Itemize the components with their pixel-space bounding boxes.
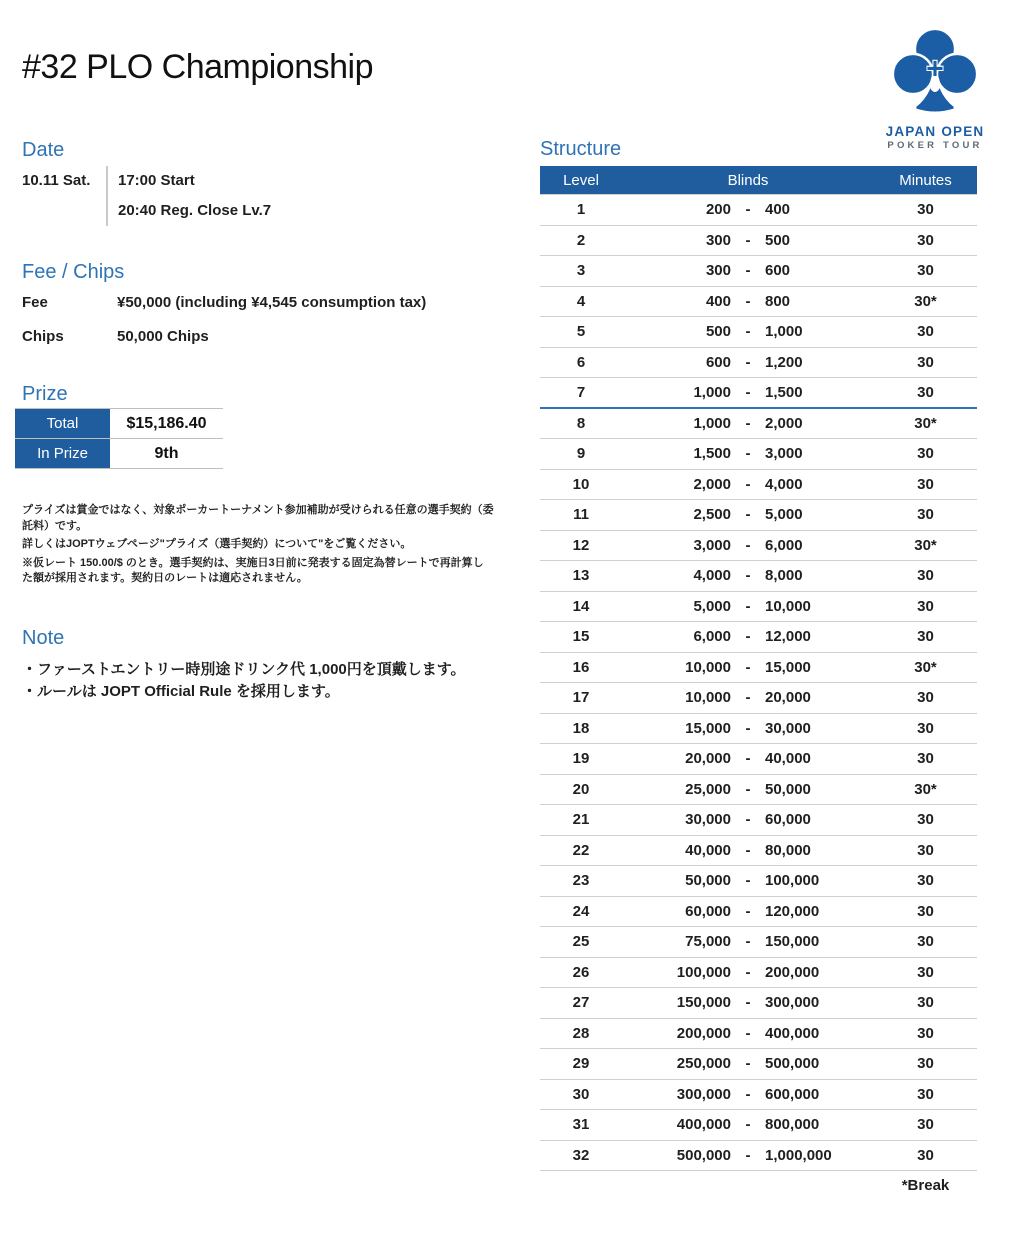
fee-row	[22, 328, 492, 345]
small-blind: 500	[705, 323, 731, 341]
level-cell: 4	[576, 292, 586, 310]
blinds-cell	[622, 1025, 874, 1042]
column-header-level: Level	[563, 171, 599, 189]
level-cell: 2	[576, 231, 586, 249]
fee-chips-rows	[22, 294, 492, 362]
minutes-cell: 30	[917, 567, 934, 585]
structure-row-14	[540, 592, 977, 623]
logo-subname: POKER TOUR	[887, 140, 983, 151]
structure-table	[540, 166, 977, 1171]
big-blind: 1,000,000	[765, 1146, 832, 1164]
blinds-dash: -	[745, 902, 751, 920]
level-cell: 32	[572, 1146, 590, 1164]
structure-row-1	[540, 195, 977, 226]
blinds-dash: -	[745, 353, 751, 371]
small-blind: 1,000	[693, 383, 731, 401]
blinds-dash: -	[745, 475, 751, 493]
small-blind: 75,000	[685, 933, 731, 951]
minutes-cell: 30	[917, 811, 934, 829]
level-cell: 22	[572, 841, 590, 859]
level-cell: 23	[572, 872, 590, 890]
logo-name: JAPAN OPEN	[885, 124, 985, 139]
blinds-cell	[622, 232, 874, 249]
level-cell: 11	[573, 506, 589, 524]
blinds-dash: -	[745, 414, 751, 432]
level-cell: 13	[572, 567, 590, 585]
blinds-dash: -	[745, 1116, 751, 1134]
blinds-cell	[622, 933, 874, 950]
structure-row-2	[540, 226, 977, 257]
blinds-cell	[622, 445, 874, 462]
small-blind: 200	[705, 201, 731, 219]
structure-row-9	[540, 439, 977, 470]
club-icon	[885, 24, 985, 122]
structure-row-27	[540, 988, 977, 1019]
blinds-cell	[622, 323, 874, 340]
small-blind: 100,000	[676, 963, 731, 981]
fee-row-value: 50,000 Chips	[117, 328, 209, 345]
small-blind: 500,000	[676, 1146, 731, 1164]
note-item: ・ファーストエントリー時別途ドリンク代 1,000円を頂戴します。	[22, 661, 466, 678]
blinds-cell	[622, 598, 874, 615]
small-blind: 4,000	[693, 567, 731, 585]
level-cell: 17	[572, 689, 590, 707]
big-blind: 6,000	[765, 536, 803, 554]
blinds-dash: -	[745, 841, 751, 859]
blinds-cell	[622, 964, 874, 981]
structure-row-6	[540, 348, 977, 379]
structure-row-16	[540, 653, 977, 684]
prize-heading: Prize	[22, 383, 68, 405]
structure-table-body	[540, 195, 977, 1171]
level-cell: 9	[576, 445, 586, 463]
big-blind: 50,000	[765, 780, 811, 798]
structure-row-12	[540, 531, 977, 562]
blinds-cell	[622, 842, 874, 859]
big-blind: 200,000	[765, 963, 820, 981]
structure-row-7	[540, 378, 977, 409]
note-item: ・ルールは JOPT Official Rule を採用します。	[22, 683, 340, 700]
structure-row-11	[540, 500, 977, 531]
level-cell: 28	[572, 1024, 590, 1042]
jopt-logo	[868, 24, 1002, 151]
blinds-dash: -	[745, 231, 751, 249]
blinds-dash: -	[745, 750, 751, 768]
blinds-cell	[622, 476, 874, 493]
big-blind: 1,000	[765, 323, 803, 341]
blinds-dash: -	[745, 628, 751, 646]
level-cell: 6	[576, 353, 586, 371]
big-blind: 400	[765, 201, 791, 219]
big-blind: 120,000	[765, 902, 820, 920]
minutes-cell: 30	[917, 1024, 934, 1042]
structure-row-26	[540, 958, 977, 989]
structure-row-32	[540, 1141, 977, 1172]
structure-row-24	[540, 897, 977, 928]
big-blind: 5,000	[765, 506, 803, 524]
fee-row-label: Fee	[22, 294, 48, 311]
small-blind: 30,000	[685, 811, 731, 829]
minutes-cell: 30	[917, 719, 934, 737]
note-heading: Note	[22, 627, 65, 649]
structure-row-4	[540, 287, 977, 318]
small-blind: 15,000	[685, 719, 731, 737]
blinds-dash: -	[745, 658, 751, 676]
minutes-cell: 30*	[914, 658, 937, 676]
big-blind: 800	[765, 292, 791, 310]
big-blind: 150,000	[765, 933, 820, 951]
structure-row-25	[540, 927, 977, 958]
column-header-blinds: Blinds	[727, 171, 769, 189]
blinds-dash: -	[745, 994, 751, 1012]
big-blind: 800,000	[765, 1116, 820, 1134]
small-blind: 2,500	[693, 506, 731, 524]
blinds-dash: -	[745, 506, 751, 524]
blinds-dash: -	[745, 933, 751, 951]
minutes-cell: 30	[917, 902, 934, 920]
structure-row-13	[540, 561, 977, 592]
level-cell: 7	[576, 383, 586, 401]
level-cell: 14	[572, 597, 590, 615]
structure-row-8	[540, 409, 977, 440]
start-time: 17:00 Start	[118, 172, 195, 189]
structure-row-29	[540, 1049, 977, 1080]
small-blind: 5,000	[693, 597, 731, 615]
structure-row-10	[540, 470, 977, 501]
big-blind: 12,000	[765, 628, 811, 646]
big-blind: 1,200	[765, 353, 803, 371]
blinds-cell	[622, 354, 874, 371]
small-blind: 10,000	[685, 689, 731, 707]
fee-row-label: Chips	[22, 328, 64, 345]
minutes-cell: 30	[917, 445, 934, 463]
small-blind: 300	[705, 262, 731, 280]
date-value: 10.11 Sat.	[22, 172, 91, 189]
structure-table-header	[540, 166, 977, 195]
minutes-cell: 30	[917, 963, 934, 981]
level-cell: 10	[572, 475, 590, 493]
blinds-dash: -	[745, 323, 751, 341]
small-blind: 40,000	[685, 841, 731, 859]
blinds-dash: -	[745, 567, 751, 585]
blinds-cell	[622, 262, 874, 279]
blinds-cell	[622, 659, 874, 676]
minutes-cell: 30	[917, 1085, 934, 1103]
big-blind: 40,000	[765, 750, 811, 768]
small-blind: 400	[705, 292, 731, 310]
prize-row	[15, 409, 223, 439]
fee-row	[22, 294, 492, 311]
prize-disclaimer	[22, 503, 494, 590]
level-cell: 16	[572, 658, 590, 676]
prize-row-value: 9th	[154, 444, 179, 462]
minutes-cell: 30	[917, 750, 934, 768]
blinds-dash: -	[745, 201, 751, 219]
small-blind: 25,000	[685, 780, 731, 798]
prize-row-label: In Prize	[15, 439, 110, 468]
blinds-dash: -	[745, 1085, 751, 1103]
small-blind: 250,000	[676, 1055, 731, 1073]
minutes-cell: 30	[917, 262, 934, 280]
blinds-cell	[622, 781, 874, 798]
small-blind: 200,000	[676, 1024, 731, 1042]
minutes-cell: 30	[917, 475, 934, 493]
blinds-dash: -	[745, 811, 751, 829]
column-header-minutes: Minutes	[899, 171, 952, 189]
minutes-cell: 30	[917, 628, 934, 646]
big-blind: 80,000	[765, 841, 811, 859]
blinds-cell	[622, 201, 874, 218]
level-cell: 24	[572, 902, 590, 920]
small-blind: 600	[705, 353, 731, 371]
minutes-cell: 30*	[914, 780, 937, 798]
blinds-dash: -	[745, 1055, 751, 1073]
blinds-cell	[622, 384, 874, 401]
structure-row-3	[540, 256, 977, 287]
structure-row-17	[540, 683, 977, 714]
blinds-cell	[622, 567, 874, 584]
small-blind: 50,000	[685, 872, 731, 890]
blinds-cell	[622, 750, 874, 767]
big-blind: 500,000	[765, 1055, 820, 1073]
minutes-cell: 30*	[914, 292, 937, 310]
small-blind: 60,000	[685, 902, 731, 920]
blinds-cell	[622, 628, 874, 645]
minutes-cell: 30	[917, 597, 934, 615]
reg-close-time: 20:40 Reg. Close Lv.7	[118, 202, 272, 219]
blinds-cell	[622, 872, 874, 889]
level-cell: 20	[572, 780, 590, 798]
disclaimer-line: プライズは賞金ではなく、対象ポーカートーナメント参加補助が受けられる任意の選手契約（委託料）です。	[22, 504, 494, 532]
level-cell: 30	[572, 1085, 590, 1103]
big-blind: 10,000	[765, 597, 811, 615]
minutes-cell: 30	[917, 841, 934, 859]
level-cell: 19	[572, 750, 590, 768]
big-blind: 20,000	[765, 689, 811, 707]
level-cell: 3	[576, 262, 586, 280]
small-blind: 10,000	[685, 658, 731, 676]
big-blind: 3,000	[765, 445, 803, 463]
blinds-cell	[622, 689, 874, 706]
small-blind: 2,000	[693, 475, 731, 493]
blinds-dash: -	[745, 1024, 751, 1042]
blinds-cell	[622, 903, 874, 920]
level-cell: 29	[572, 1055, 590, 1073]
fee-chips-heading: Fee / Chips	[22, 261, 125, 283]
blinds-cell	[622, 994, 874, 1011]
big-blind: 100,000	[765, 872, 820, 890]
structure-heading: Structure	[540, 138, 622, 160]
big-blind: 600	[765, 262, 791, 280]
minutes-cell: 30	[917, 1146, 934, 1164]
structure-row-15	[540, 622, 977, 653]
minutes-cell: 30	[917, 933, 934, 951]
date-heading: Date	[22, 139, 65, 161]
blinds-dash: -	[745, 536, 751, 554]
blinds-dash: -	[745, 963, 751, 981]
big-blind: 600,000	[765, 1085, 820, 1103]
minutes-cell: 30	[917, 201, 934, 219]
structure-row-23	[540, 866, 977, 897]
blinds-dash: -	[745, 872, 751, 890]
big-blind: 8,000	[765, 567, 803, 585]
prize-row-label: Total	[15, 409, 110, 438]
big-blind: 400,000	[765, 1024, 820, 1042]
minutes-cell: 30	[917, 506, 934, 524]
blinds-cell	[622, 506, 874, 523]
minutes-cell: 30	[917, 353, 934, 371]
disclaimer-line: ※仮レート 150.00/$ のとき。選手契約は、実施日3日前に発表する固定為替レートで再計算した額が採用されます。契約日のレートは適応されません。	[22, 556, 484, 584]
small-blind: 300,000	[676, 1085, 731, 1103]
minutes-cell: 30*	[914, 536, 937, 554]
small-blind: 300	[705, 231, 731, 249]
big-blind: 2,000	[765, 414, 803, 432]
level-cell: 25	[572, 933, 590, 951]
blinds-dash: -	[745, 292, 751, 310]
big-blind: 4,000	[765, 475, 803, 493]
small-blind: 150,000	[676, 994, 731, 1012]
blinds-dash: -	[745, 719, 751, 737]
blinds-cell	[622, 811, 874, 828]
minutes-cell: 30	[917, 1055, 934, 1073]
note-items	[22, 659, 502, 703]
structure-row-31	[540, 1110, 977, 1141]
structure-row-5	[540, 317, 977, 348]
minutes-cell: 30	[917, 323, 934, 341]
blinds-cell	[622, 415, 874, 432]
big-blind: 30,000	[765, 719, 811, 737]
blinds-dash: -	[745, 445, 751, 463]
blinds-dash: -	[745, 1146, 751, 1164]
level-cell: 8	[576, 414, 586, 432]
structure-row-19	[540, 744, 977, 775]
level-cell: 15	[572, 628, 590, 646]
blinds-dash: -	[745, 262, 751, 280]
minutes-cell: 30	[917, 231, 934, 249]
date-divider	[106, 166, 108, 226]
blinds-dash: -	[745, 383, 751, 401]
small-blind: 1,500	[693, 445, 731, 463]
level-cell: 1	[576, 201, 586, 219]
fee-row-value: ¥50,000 (including ¥4,545 consumption tax)	[117, 294, 427, 311]
blinds-dash: -	[745, 597, 751, 615]
blinds-dash: -	[745, 689, 751, 707]
small-blind: 6,000	[693, 628, 731, 646]
page-title: #32 PLO Championship	[22, 48, 374, 86]
minutes-cell: 30	[917, 872, 934, 890]
minutes-cell: 30	[917, 689, 934, 707]
structure-row-30	[540, 1080, 977, 1111]
minutes-cell: 30	[917, 1116, 934, 1134]
blinds-cell	[622, 720, 874, 737]
small-blind: 20,000	[685, 750, 731, 768]
level-cell: 18	[572, 719, 590, 737]
minutes-cell: 30	[917, 383, 934, 401]
small-blind: 1,000	[693, 414, 731, 432]
level-cell: 12	[572, 536, 590, 554]
blinds-cell	[622, 1055, 874, 1072]
break-footnote: *Break	[901, 1177, 950, 1194]
big-blind: 60,000	[765, 811, 811, 829]
structure-row-22	[540, 836, 977, 867]
structure-row-18	[540, 714, 977, 745]
blinds-cell	[622, 1147, 874, 1164]
level-cell: 5	[576, 323, 586, 341]
big-blind: 300,000	[765, 994, 820, 1012]
blinds-dash: -	[745, 780, 751, 798]
level-cell: 31	[572, 1116, 590, 1134]
big-blind: 15,000	[765, 658, 811, 676]
blinds-cell	[622, 1086, 874, 1103]
level-cell: 26	[572, 963, 590, 981]
structure-row-28	[540, 1019, 977, 1050]
prize-table	[15, 408, 223, 469]
small-blind: 400,000	[676, 1116, 731, 1134]
blinds-cell	[622, 293, 874, 310]
blinds-cell	[622, 537, 874, 554]
disclaimer-line: 詳しくはJOPTウェブページ"プライズ（選手契約）について"をご覧ください。	[22, 538, 412, 550]
level-cell: 27	[572, 994, 590, 1012]
small-blind: 3,000	[693, 536, 731, 554]
big-blind: 500	[765, 231, 791, 249]
prize-row-value: $15,186.40	[126, 414, 207, 432]
big-blind: 1,500	[765, 383, 803, 401]
minutes-cell: 30	[917, 994, 934, 1012]
blinds-cell	[622, 1116, 874, 1133]
level-cell: 21	[572, 811, 590, 829]
structure-row-21	[540, 805, 977, 836]
minutes-cell: 30*	[914, 414, 937, 432]
structure-row-20	[540, 775, 977, 806]
prize-row	[15, 439, 223, 469]
